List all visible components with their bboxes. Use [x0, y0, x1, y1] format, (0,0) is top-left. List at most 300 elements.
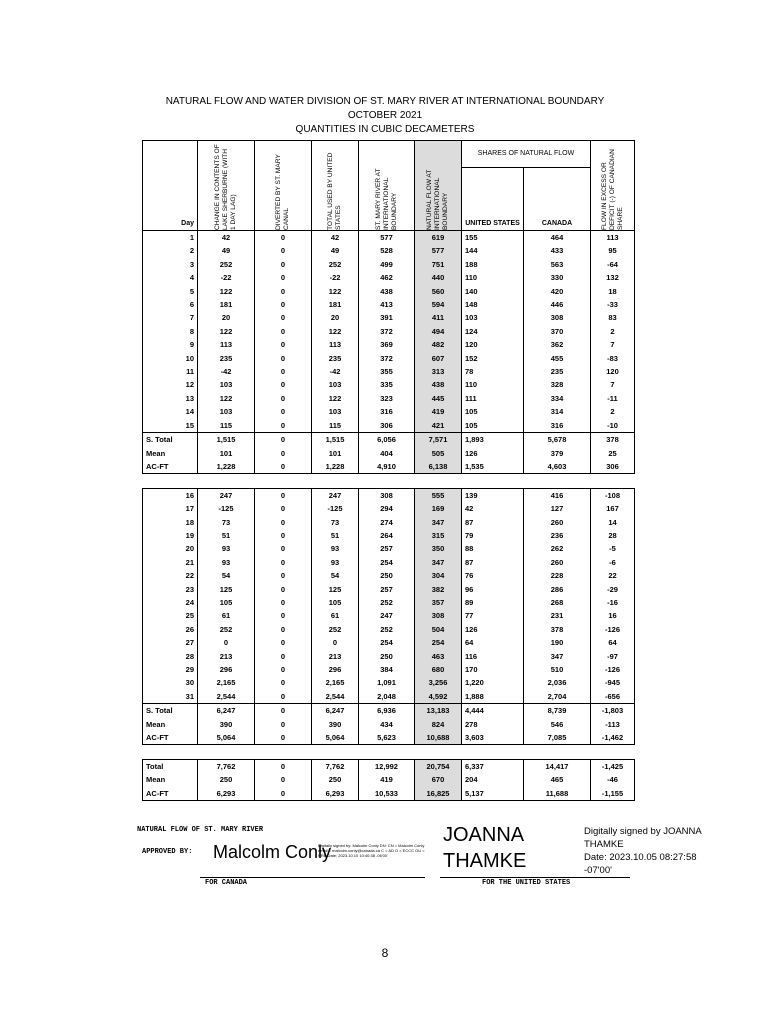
table-row — [143, 392, 635, 405]
canada-signature: Malcolm Conly — [213, 842, 332, 862]
value-cell: 254 — [359, 556, 415, 569]
summary-row — [143, 759, 635, 773]
value-cell: 0 — [255, 325, 312, 338]
value-cell: 7,085 — [524, 731, 591, 745]
value-cell: 113 — [591, 231, 635, 245]
value-cell: 2,165 — [312, 676, 359, 689]
table-row — [143, 609, 635, 622]
approved-by-label: APPROVED BY: — [142, 848, 193, 856]
value-cell: 278 — [462, 718, 524, 731]
value-cell: 20,754 — [415, 759, 462, 773]
row-label: Mean — [143, 773, 198, 786]
value-cell: 378 — [591, 433, 635, 447]
day-cell: 14 — [143, 405, 198, 418]
value-cell: 577 — [415, 244, 462, 257]
day-cell: 28 — [143, 650, 198, 663]
value-cell: 1,535 — [462, 460, 524, 474]
table-row — [143, 542, 635, 555]
value-cell: 607 — [415, 352, 462, 365]
value-cell: 254 — [359, 636, 415, 649]
value-cell: 122 — [198, 392, 255, 405]
value-cell: 294 — [359, 502, 415, 515]
value-cell: 0 — [255, 787, 312, 801]
value-cell: 0 — [255, 392, 312, 405]
table-row — [143, 258, 635, 271]
value-cell: 228 — [524, 569, 591, 582]
us-sign-line — [440, 877, 630, 878]
day-cell: 7 — [143, 311, 198, 324]
spacer — [143, 474, 635, 488]
report-units: QUANTITIES IN CUBIC DECAMETERS — [295, 124, 475, 135]
table-row — [143, 556, 635, 569]
value-cell: 2,165 — [198, 676, 255, 689]
value-cell: 0 — [255, 609, 312, 622]
value-cell: 335 — [359, 378, 415, 391]
value-cell: 126 — [462, 447, 524, 460]
value-cell: 73 — [198, 516, 255, 529]
value-cell: 42 — [198, 231, 255, 245]
value-cell: 6,337 — [462, 759, 524, 773]
value-cell: 20 — [198, 311, 255, 324]
value-cell: 350 — [415, 542, 462, 555]
value-cell: 113 — [312, 338, 359, 351]
value-cell: 110 — [462, 271, 524, 284]
value-cell: 411 — [415, 311, 462, 324]
value-cell: 87 — [462, 556, 524, 569]
day-cell: 15 — [143, 419, 198, 433]
days-1-15 — [143, 231, 635, 433]
value-cell: 0 — [255, 636, 312, 649]
value-cell: 328 — [524, 378, 591, 391]
value-cell: 260 — [524, 516, 591, 529]
value-cell: 101 — [198, 447, 255, 460]
value-cell: 390 — [312, 718, 359, 731]
value-cell: 404 — [359, 447, 415, 460]
value-cell: 413 — [359, 298, 415, 311]
value-cell: 3,256 — [415, 676, 462, 689]
value-cell: 1,515 — [312, 433, 359, 447]
value-cell: 296 — [198, 663, 255, 676]
value-cell: -46 — [591, 773, 635, 786]
value-cell: -97 — [591, 650, 635, 663]
summary-row — [143, 433, 635, 447]
value-cell: -22 — [198, 271, 255, 284]
value-cell: 680 — [415, 663, 462, 676]
value-cell: 6,293 — [312, 787, 359, 801]
value-cell: 446 — [524, 298, 591, 311]
value-cell: 347 — [524, 650, 591, 663]
value-cell: 83 — [591, 311, 635, 324]
value-cell: 252 — [359, 623, 415, 636]
value-cell: 372 — [359, 325, 415, 338]
value-cell: 42 — [462, 502, 524, 515]
value-cell: 181 — [198, 298, 255, 311]
value-cell: 140 — [462, 285, 524, 298]
value-cell: 120 — [591, 365, 635, 378]
value-cell: 0 — [255, 542, 312, 555]
value-cell: 213 — [198, 650, 255, 663]
value-cell: 96 — [462, 583, 524, 596]
table-row — [143, 663, 635, 676]
value-cell: 93 — [312, 542, 359, 555]
header-st-mary: ST. MARY RIVER AT INTERNATIONAL BOUNDARY — [359, 141, 415, 231]
value-cell: 355 — [359, 365, 415, 378]
value-cell: 323 — [359, 392, 415, 405]
value-cell: 4,910 — [359, 460, 415, 474]
value-cell: 306 — [359, 419, 415, 433]
value-cell: 87 — [462, 516, 524, 529]
value-cell: 181 — [312, 298, 359, 311]
value-cell: 421 — [415, 419, 462, 433]
value-cell: 1,893 — [462, 433, 524, 447]
value-cell: 0 — [255, 502, 312, 515]
value-cell: 169 — [415, 502, 462, 515]
value-cell: 10,688 — [415, 731, 462, 745]
value-cell: 7,762 — [198, 759, 255, 773]
value-cell: 8,739 — [524, 704, 591, 718]
value-cell: 105 — [462, 405, 524, 418]
us-signature-line2: THAMKE — [443, 850, 527, 872]
value-cell: 28 — [591, 529, 635, 542]
table-row — [143, 690, 635, 704]
table-row — [143, 516, 635, 529]
row-label: Mean — [143, 718, 198, 731]
value-cell: 204 — [462, 773, 524, 786]
value-cell: 11,688 — [524, 787, 591, 801]
value-cell: 7,762 — [312, 759, 359, 773]
value-cell: 257 — [359, 583, 415, 596]
report-period: OCTOBER 2021 — [347, 110, 423, 121]
value-cell: 6,936 — [359, 704, 415, 718]
value-cell: 93 — [312, 556, 359, 569]
value-cell: 464 — [524, 231, 591, 245]
value-cell: 262 — [524, 542, 591, 555]
day-cell: 19 — [143, 529, 198, 542]
value-cell: 0 — [255, 244, 312, 257]
value-cell: 122 — [312, 325, 359, 338]
value-cell: -16 — [591, 596, 635, 609]
value-cell: 420 — [524, 285, 591, 298]
value-cell: 73 — [312, 516, 359, 529]
header-natural-flow: NATURAL FLOW AT INTERNATIONAL BOUNDARY — [415, 141, 462, 231]
value-cell: 250 — [312, 773, 359, 786]
value-cell: 250 — [359, 569, 415, 582]
value-cell: 7,571 — [415, 433, 462, 447]
value-cell: 124 — [462, 325, 524, 338]
value-cell: 103 — [198, 405, 255, 418]
value-cell: 482 — [415, 338, 462, 351]
value-cell: 113 — [198, 338, 255, 351]
value-cell: 16 — [591, 609, 635, 622]
day-cell: 8 — [143, 325, 198, 338]
table-row — [143, 529, 635, 542]
value-cell: 120 — [462, 338, 524, 351]
for-us-label: FOR THE UNITED STATES — [482, 879, 571, 887]
header-shares: SHARES OF NATURAL FLOW — [462, 141, 591, 168]
value-cell: 0 — [255, 650, 312, 663]
day-cell: 3 — [143, 258, 198, 271]
summary-row — [143, 460, 635, 474]
value-cell: 79 — [462, 529, 524, 542]
value-cell: 14,417 — [524, 759, 591, 773]
table-row — [143, 636, 635, 649]
value-cell: 3,603 — [462, 731, 524, 745]
value-cell: 167 — [591, 502, 635, 515]
value-cell: 51 — [198, 529, 255, 542]
value-cell: 362 — [524, 338, 591, 351]
day-cell: 27 — [143, 636, 198, 649]
value-cell: 126 — [462, 623, 524, 636]
header-canada-share: CANADA — [524, 168, 591, 231]
value-cell: -10 — [591, 419, 635, 433]
value-cell: 42 — [312, 231, 359, 245]
value-cell: 125 — [198, 583, 255, 596]
value-cell: 122 — [198, 325, 255, 338]
value-cell: 510 — [524, 663, 591, 676]
value-cell: 95 — [591, 244, 635, 257]
value-cell: 296 — [312, 663, 359, 676]
value-cell: 0 — [255, 556, 312, 569]
value-cell: 250 — [198, 773, 255, 786]
value-cell: 103 — [312, 378, 359, 391]
value-cell: 115 — [312, 419, 359, 433]
value-cell: 5,064 — [198, 731, 255, 745]
us-signature-line1: JOANNA — [443, 824, 525, 846]
day-cell: 17 — [143, 502, 198, 515]
value-cell: 5,137 — [462, 787, 524, 801]
value-cell: -64 — [591, 258, 635, 271]
value-cell: 5,064 — [312, 731, 359, 745]
value-cell: 306 — [591, 460, 635, 474]
value-cell: 0 — [255, 596, 312, 609]
value-cell: 144 — [462, 244, 524, 257]
day-cell: 13 — [143, 392, 198, 405]
value-cell: 235 — [524, 365, 591, 378]
table-row — [143, 298, 635, 311]
value-cell: 438 — [415, 378, 462, 391]
value-cell: 16,825 — [415, 787, 462, 801]
us-digital-line2: THAMKE — [584, 839, 624, 850]
value-cell: 64 — [591, 636, 635, 649]
value-cell: 0 — [255, 704, 312, 718]
value-cell: 433 — [524, 244, 591, 257]
value-cell: 93 — [198, 542, 255, 555]
value-cell: 6,056 — [359, 433, 415, 447]
value-cell: 268 — [524, 596, 591, 609]
value-cell: 12,992 — [359, 759, 415, 773]
value-cell: 252 — [198, 623, 255, 636]
value-cell: -125 — [312, 502, 359, 515]
day-cell: 11 — [143, 365, 198, 378]
value-cell: 6,293 — [198, 787, 255, 801]
value-cell: 0 — [255, 516, 312, 529]
value-cell: 2 — [591, 325, 635, 338]
value-cell: 2,036 — [524, 676, 591, 689]
value-cell: 105 — [462, 419, 524, 433]
value-cell: 0 — [255, 405, 312, 418]
day-cell: 23 — [143, 583, 198, 596]
canada-sign-line — [200, 877, 425, 878]
value-cell: 54 — [312, 569, 359, 582]
value-cell: 0 — [255, 773, 312, 786]
value-cell: 252 — [359, 596, 415, 609]
value-cell: 78 — [462, 365, 524, 378]
value-cell: 231 — [524, 609, 591, 622]
value-cell: 330 — [524, 271, 591, 284]
row-label: Mean — [143, 447, 198, 460]
value-cell: 370 — [524, 325, 591, 338]
value-cell: 2 — [591, 405, 635, 418]
value-cell: 334 — [524, 392, 591, 405]
value-cell: 499 — [359, 258, 415, 271]
value-cell: 286 — [524, 583, 591, 596]
value-cell: 379 — [524, 447, 591, 460]
table-row — [143, 502, 635, 515]
day-cell: 1 — [143, 231, 198, 245]
value-cell: 2,048 — [359, 690, 415, 704]
value-cell: 4,444 — [462, 704, 524, 718]
value-cell: 619 — [415, 231, 462, 245]
value-cell: 77 — [462, 609, 524, 622]
value-cell: 274 — [359, 516, 415, 529]
canada-digital-signature: Digitally signed by: Malcolm Conly DN: CN = Malcolm Conly email = malcolm.conly@canada.ca C = AD O = ECCC OU = NRB Date: 2023.10.10 10:40:38 -06'00' — [318, 843, 425, 858]
value-cell: 560 — [415, 285, 462, 298]
value-cell: 89 — [462, 596, 524, 609]
value-cell: 313 — [415, 365, 462, 378]
row-label: AC-FT — [143, 787, 198, 801]
value-cell: 751 — [415, 258, 462, 271]
value-cell: -125 — [198, 502, 255, 515]
table-row — [143, 365, 635, 378]
value-cell: 125 — [312, 583, 359, 596]
value-cell: 252 — [198, 258, 255, 271]
value-cell: 252 — [312, 258, 359, 271]
table-row — [143, 419, 635, 433]
table-row — [143, 583, 635, 596]
header-total-used: TOTAL USED BY UNITED STATES — [312, 141, 359, 231]
value-cell: 103 — [198, 378, 255, 391]
value-cell: 260 — [524, 556, 591, 569]
row-label: AC-FT — [143, 731, 198, 745]
value-cell: 546 — [524, 718, 591, 731]
value-cell: 127 — [524, 502, 591, 515]
summary-row — [143, 731, 635, 745]
day-cell: 18 — [143, 516, 198, 529]
day-cell: 24 — [143, 596, 198, 609]
value-cell: 6,138 — [415, 460, 462, 474]
value-cell: -83 — [591, 352, 635, 365]
value-cell: -42 — [198, 365, 255, 378]
value-cell: -6 — [591, 556, 635, 569]
value-cell: 445 — [415, 392, 462, 405]
value-cell: 10,533 — [359, 787, 415, 801]
value-cell: 316 — [359, 405, 415, 418]
value-cell: -1,425 — [591, 759, 635, 773]
value-cell: 0 — [255, 718, 312, 731]
value-cell: 357 — [415, 596, 462, 609]
for-canada-label: FOR CANADA — [205, 879, 248, 887]
value-cell: 152 — [462, 352, 524, 365]
row-label: S. Total — [143, 704, 198, 718]
value-cell: -1,462 — [591, 731, 635, 745]
value-cell: 61 — [198, 609, 255, 622]
value-cell: 824 — [415, 718, 462, 731]
value-cell: 105 — [312, 596, 359, 609]
value-cell: 0 — [255, 311, 312, 324]
value-cell: 235 — [312, 352, 359, 365]
value-cell: 416 — [524, 488, 591, 502]
value-cell: 504 — [415, 623, 462, 636]
value-cell: 235 — [198, 352, 255, 365]
day-cell: 5 — [143, 285, 198, 298]
value-cell: 316 — [524, 419, 591, 433]
value-cell: 390 — [198, 718, 255, 731]
header-excess: FLOW IN EXCESS OR DEFICIT (-) OF CANADIAN SHARE — [591, 141, 635, 231]
day-cell: 4 — [143, 271, 198, 284]
value-cell: 103 — [462, 311, 524, 324]
value-cell: 20 — [312, 311, 359, 324]
value-cell: 64 — [462, 636, 524, 649]
value-cell: 384 — [359, 663, 415, 676]
value-cell: -42 — [312, 365, 359, 378]
table-row — [143, 676, 635, 689]
table-row — [143, 338, 635, 351]
value-cell: 5,623 — [359, 731, 415, 745]
value-cell: 455 — [524, 352, 591, 365]
value-cell: 61 — [312, 609, 359, 622]
value-cell: 438 — [359, 285, 415, 298]
value-cell: 594 — [415, 298, 462, 311]
day-cell: 12 — [143, 378, 198, 391]
header-diverted: DIVERTED BY ST. MARY CANAL — [255, 141, 312, 231]
value-cell: 0 — [255, 378, 312, 391]
value-cell: 264 — [359, 529, 415, 542]
value-cell: 308 — [415, 609, 462, 622]
value-cell: -22 — [312, 271, 359, 284]
value-cell: 170 — [462, 663, 524, 676]
value-cell: 0 — [255, 258, 312, 271]
value-cell: 391 — [359, 311, 415, 324]
value-cell: 347 — [415, 556, 462, 569]
value-cell: 110 — [462, 378, 524, 391]
table-row — [143, 311, 635, 324]
value-cell: 111 — [462, 392, 524, 405]
value-cell: 462 — [359, 271, 415, 284]
value-cell: -1,155 — [591, 787, 635, 801]
value-cell: -33 — [591, 298, 635, 311]
value-cell: 93 — [198, 556, 255, 569]
value-cell: 0 — [198, 636, 255, 649]
value-cell: 308 — [524, 311, 591, 324]
value-cell: 122 — [198, 285, 255, 298]
value-cell: 378 — [524, 623, 591, 636]
value-cell: 505 — [415, 447, 462, 460]
value-cell: -126 — [591, 663, 635, 676]
value-cell: 213 — [312, 650, 359, 663]
value-cell: 5,678 — [524, 433, 591, 447]
value-cell: 13,183 — [415, 704, 462, 718]
value-cell: 252 — [312, 623, 359, 636]
value-cell: 49 — [312, 244, 359, 257]
value-cell: 372 — [359, 352, 415, 365]
header-us-share: UNITED STATES — [462, 168, 524, 231]
value-cell: 0 — [255, 460, 312, 474]
page-number: 8 — [381, 946, 389, 960]
value-cell: 1,220 — [462, 676, 524, 689]
table-row — [143, 596, 635, 609]
value-cell: -113 — [591, 718, 635, 731]
value-cell: 563 — [524, 258, 591, 271]
